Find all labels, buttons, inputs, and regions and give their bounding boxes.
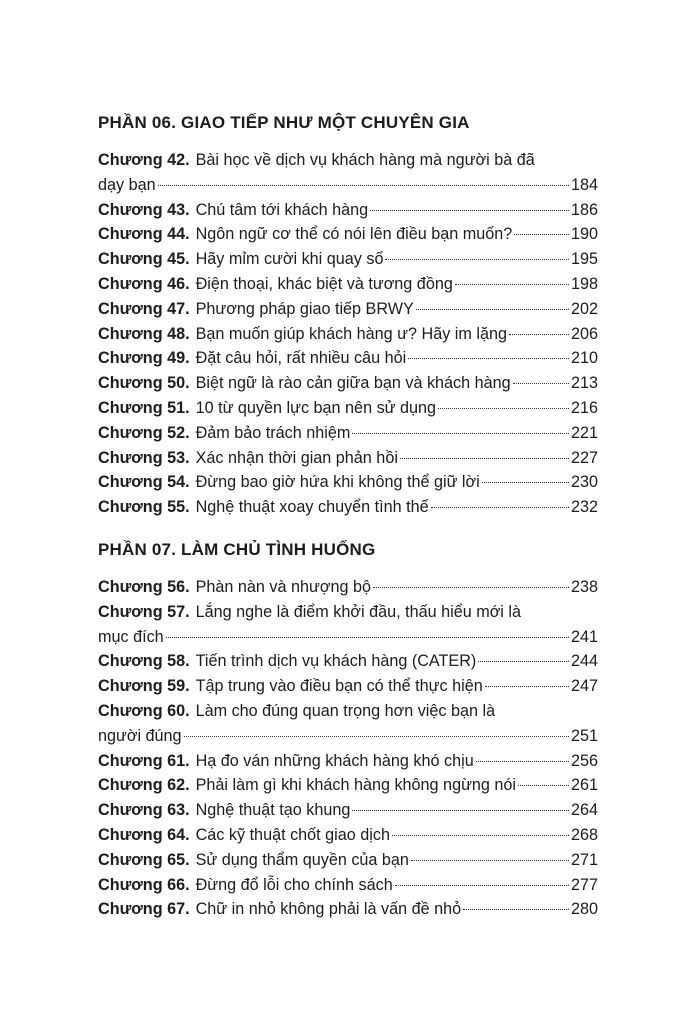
chapter-title: 10 từ quyền lực bạn nên sử dụng bbox=[195, 398, 437, 417]
chapter-number: Chương 54. bbox=[98, 473, 190, 492]
entry-line bbox=[98, 873, 598, 898]
chapter-title: Các kỹ thuật chốt giao dịch bbox=[195, 825, 390, 844]
chapter-title: Hạ đo ván những khách hàng khó chịu bbox=[195, 751, 474, 770]
page-number: 184 bbox=[570, 175, 598, 194]
chapter-label bbox=[98, 198, 368, 223]
entry-line bbox=[98, 272, 598, 297]
page-number: 190 bbox=[570, 225, 598, 244]
chapter-label bbox=[98, 575, 371, 600]
toc-section bbox=[98, 112, 598, 520]
chapter-label bbox=[98, 798, 350, 823]
chapter-number: Chương 46. bbox=[98, 274, 190, 293]
toc-entry[interactable] bbox=[98, 470, 598, 495]
page-number: 198 bbox=[570, 274, 598, 293]
chapter-title: Đảm bảo trách nhiệm bbox=[195, 423, 351, 442]
chapter-number: Chương 58. bbox=[98, 652, 190, 671]
chapter-number: Chương 50. bbox=[98, 374, 190, 393]
page-number: 186 bbox=[570, 200, 598, 219]
toc-entry[interactable] bbox=[98, 446, 598, 471]
chapter-number: Chương 65. bbox=[98, 850, 190, 869]
page-number: 232 bbox=[570, 498, 598, 517]
chapter-label bbox=[98, 222, 512, 247]
chapter-label bbox=[98, 848, 409, 873]
entry-line bbox=[98, 222, 598, 247]
page-number: 280 bbox=[570, 900, 598, 919]
toc-entry[interactable] bbox=[98, 600, 598, 650]
chapter-number: Chương 43. bbox=[98, 200, 190, 219]
dot-leader bbox=[411, 860, 569, 861]
toc-entry[interactable] bbox=[98, 272, 598, 297]
chapter-title: Sử dụng thẩm quyền của bạn bbox=[195, 850, 409, 869]
chapter-title: Làm cho đúng quan trọng hơn việc bạn là bbox=[195, 701, 496, 720]
entry-first-line bbox=[98, 699, 598, 724]
toc-entry[interactable] bbox=[98, 649, 598, 674]
dot-leader bbox=[392, 835, 569, 836]
chapter-label bbox=[98, 371, 511, 396]
chapter-title: Ngôn ngữ cơ thể có nói lên điều bạn muốn? bbox=[195, 225, 513, 244]
entry-second-line bbox=[98, 625, 598, 650]
page-number: 251 bbox=[570, 726, 598, 745]
toc-entry[interactable] bbox=[98, 371, 598, 396]
toc-entry[interactable] bbox=[98, 699, 598, 749]
dot-leader bbox=[166, 637, 569, 638]
chapter-label bbox=[98, 272, 453, 297]
chapter-number: Chương 61. bbox=[98, 751, 190, 770]
toc-entry[interactable] bbox=[98, 322, 598, 347]
chapter-label bbox=[98, 396, 436, 421]
toc-entry[interactable] bbox=[98, 495, 598, 520]
dot-leader bbox=[431, 507, 569, 508]
toc-section bbox=[98, 539, 598, 922]
chapter-number: Chương 56. bbox=[98, 577, 190, 596]
chapter-label bbox=[98, 421, 350, 446]
chapter-label bbox=[98, 649, 476, 674]
entry-line bbox=[98, 848, 598, 873]
dot-leader bbox=[370, 210, 569, 211]
toc-entry[interactable] bbox=[98, 346, 598, 371]
chapter-title: Đặt câu hỏi, rất nhiều câu hỏi bbox=[195, 349, 407, 368]
entry-line bbox=[98, 396, 598, 421]
dot-leader bbox=[352, 810, 569, 811]
chapter-number: Chương 47. bbox=[98, 299, 190, 318]
entry-line bbox=[98, 198, 598, 223]
entry-line bbox=[98, 446, 598, 471]
page-number: 213 bbox=[570, 374, 598, 393]
entry-line bbox=[98, 749, 598, 774]
chapter-number: Chương 53. bbox=[98, 448, 190, 467]
toc-entry[interactable] bbox=[98, 848, 598, 873]
chapter-number: Chương 55. bbox=[98, 498, 190, 517]
chapter-title: Đừng đổ lỗi cho chính sách bbox=[195, 875, 393, 894]
chapter-number: Chương 45. bbox=[98, 250, 190, 269]
chapter-label bbox=[98, 346, 406, 371]
dot-leader bbox=[482, 482, 569, 483]
chapter-list bbox=[98, 575, 598, 922]
chapter-number: Chương 59. bbox=[98, 677, 190, 696]
chapter-label bbox=[98, 247, 383, 272]
chapter-title: Chú tâm tới khách hàng bbox=[195, 200, 369, 219]
chapter-number: Chương 67. bbox=[98, 900, 190, 919]
dot-leader bbox=[416, 309, 569, 310]
toc-entry[interactable] bbox=[98, 222, 598, 247]
chapter-title: Nghệ thuật tạo khung bbox=[195, 801, 351, 820]
entry-second-line bbox=[98, 173, 598, 198]
chapter-label bbox=[98, 873, 393, 898]
chapter-number: Chương 66. bbox=[98, 875, 190, 894]
chapter-title: Đừng bao giờ hứa khi không thể giữ lời bbox=[195, 473, 480, 492]
dot-leader bbox=[476, 761, 569, 762]
entry-line bbox=[98, 798, 598, 823]
dot-leader bbox=[485, 686, 569, 687]
chapter-number: Chương 51. bbox=[98, 398, 190, 417]
page-number: 244 bbox=[570, 652, 598, 671]
toc-entry[interactable] bbox=[98, 198, 598, 223]
page-number: 238 bbox=[570, 577, 598, 596]
chapter-label bbox=[98, 470, 480, 495]
toc-entry[interactable] bbox=[98, 897, 598, 922]
entry-line bbox=[98, 297, 598, 322]
page-number: 264 bbox=[570, 801, 598, 820]
page-number: 241 bbox=[570, 627, 598, 646]
toc-entry[interactable] bbox=[98, 396, 598, 421]
chapter-number: Chương 63. bbox=[98, 801, 190, 820]
entry-line bbox=[98, 575, 598, 600]
chapter-title: Phải làm gì khi khách hàng không ngừng nói bbox=[195, 776, 517, 795]
dot-leader bbox=[509, 334, 569, 335]
chapter-number: Chương 62. bbox=[98, 776, 190, 795]
entry-line bbox=[98, 897, 598, 922]
chapter-title: Điện thoại, khác biệt và tương đồng bbox=[195, 274, 453, 293]
dot-leader bbox=[513, 383, 569, 384]
page-number: 277 bbox=[570, 875, 598, 894]
toc-entry[interactable] bbox=[98, 148, 598, 198]
chapter-title-continued: người đúng bbox=[98, 726, 182, 745]
page-number: 247 bbox=[570, 677, 598, 696]
dot-leader bbox=[395, 885, 569, 886]
chapter-label bbox=[98, 897, 461, 922]
dot-leader bbox=[463, 909, 569, 910]
entry-line bbox=[98, 773, 598, 798]
chapter-number: Chương 60. bbox=[98, 701, 190, 720]
dot-leader bbox=[438, 408, 569, 409]
entry-line bbox=[98, 649, 598, 674]
chapter-title: Tiến trình dịch vụ khách hàng (CATER) bbox=[195, 652, 477, 671]
chapter-label bbox=[98, 674, 483, 699]
dot-leader bbox=[400, 458, 569, 459]
toc-entry[interactable] bbox=[98, 773, 598, 798]
chapter-title-continued: dạy bạn bbox=[98, 175, 156, 194]
entry-second-line bbox=[98, 724, 598, 749]
page-number: 206 bbox=[570, 324, 598, 343]
dot-leader bbox=[408, 358, 569, 359]
chapter-title: Tập trung vào điều bạn có thể thực hiện bbox=[195, 677, 483, 696]
page-number: 256 bbox=[570, 751, 598, 770]
chapter-title: Phàn nàn và nhượng bộ bbox=[195, 577, 371, 596]
chapter-number: Chương 44. bbox=[98, 225, 190, 244]
dot-leader bbox=[373, 587, 569, 588]
toc-entry[interactable] bbox=[98, 421, 598, 446]
section-heading: PHẦN 06. GIAO TIẾP NHƯ MỘT CHUYÊN GIA bbox=[98, 113, 470, 132]
page-number: 221 bbox=[570, 423, 598, 442]
chapter-label bbox=[98, 322, 507, 347]
dot-leader bbox=[158, 185, 569, 186]
toc-entry[interactable] bbox=[98, 823, 598, 848]
chapter-label bbox=[98, 823, 390, 848]
chapter-title: Chữ in nhỏ không phải là vấn đề nhỏ bbox=[195, 900, 462, 919]
chapter-title: Nghệ thuật xoay chuyển tình thế bbox=[195, 498, 429, 517]
page-number: 227 bbox=[570, 448, 598, 467]
chapter-title: Phương pháp giao tiếp BRWY bbox=[195, 299, 414, 318]
entry-line bbox=[98, 322, 598, 347]
chapter-title: Lắng nghe là điểm khởi đầu, thấu hiểu mới là bbox=[195, 602, 521, 621]
toc-entry[interactable] bbox=[98, 247, 598, 272]
section-heading: PHẦN 07. LÀM CHỦ TÌNH HUỐNG bbox=[98, 539, 376, 559]
chapter-title: Hãy mỉm cười khi quay số bbox=[195, 250, 384, 269]
dot-leader bbox=[385, 259, 569, 260]
toc-entry[interactable] bbox=[98, 749, 598, 774]
dot-leader bbox=[352, 433, 569, 434]
dot-leader bbox=[184, 736, 569, 737]
dot-leader bbox=[514, 234, 569, 235]
toc-entry[interactable] bbox=[98, 873, 598, 898]
dot-leader bbox=[518, 785, 569, 786]
dot-leader bbox=[455, 284, 569, 285]
chapter-number: Chương 57. bbox=[98, 602, 190, 621]
entry-line bbox=[98, 823, 598, 848]
page-number: 216 bbox=[570, 398, 598, 417]
chapter-title: Bạn muốn giúp khách hàng ư? Hãy im lặng bbox=[195, 324, 507, 343]
chapter-list bbox=[98, 148, 598, 520]
entry-line bbox=[98, 470, 598, 495]
toc-entry[interactable] bbox=[98, 674, 598, 699]
chapter-number: Chương 64. bbox=[98, 825, 190, 844]
entry-line bbox=[98, 371, 598, 396]
entry-first-line bbox=[98, 600, 598, 625]
chapter-number: Chương 49. bbox=[98, 349, 190, 368]
entry-line bbox=[98, 421, 598, 446]
page-number: 230 bbox=[570, 473, 598, 492]
entry-first-line bbox=[98, 148, 598, 173]
chapter-label bbox=[98, 749, 474, 774]
chapter-label bbox=[98, 495, 429, 520]
chapter-title: Biệt ngữ là rào cản giữa bạn và khách hàng bbox=[195, 374, 511, 393]
page-number: 261 bbox=[570, 776, 598, 795]
chapter-title: Bài học về dịch vụ khách hàng mà người bà đã bbox=[195, 151, 535, 169]
page-number: 271 bbox=[570, 850, 598, 869]
entry-line bbox=[98, 247, 598, 272]
entry-line bbox=[98, 346, 598, 371]
chapter-number: Chương 48. bbox=[98, 324, 190, 343]
chapter-label bbox=[98, 297, 414, 322]
entry-line bbox=[98, 674, 598, 699]
page-number: 210 bbox=[570, 349, 598, 368]
chapter-number: Chương 52. bbox=[98, 423, 190, 442]
toc-entry[interactable] bbox=[98, 297, 598, 322]
chapter-label bbox=[98, 446, 398, 471]
toc-entry[interactable] bbox=[98, 575, 598, 600]
toc-entry[interactable] bbox=[98, 798, 598, 823]
entry-line bbox=[98, 495, 598, 520]
chapter-title-continued: mục đích bbox=[98, 627, 164, 646]
chapter-number: Chương 42. bbox=[98, 151, 190, 169]
page-number: 195 bbox=[570, 250, 598, 269]
page-number: 202 bbox=[570, 299, 598, 318]
chapter-title: Xác nhận thời gian phản hồi bbox=[195, 448, 398, 467]
dot-leader bbox=[478, 661, 569, 662]
chapter-label bbox=[98, 773, 516, 798]
page-number: 268 bbox=[570, 825, 598, 844]
